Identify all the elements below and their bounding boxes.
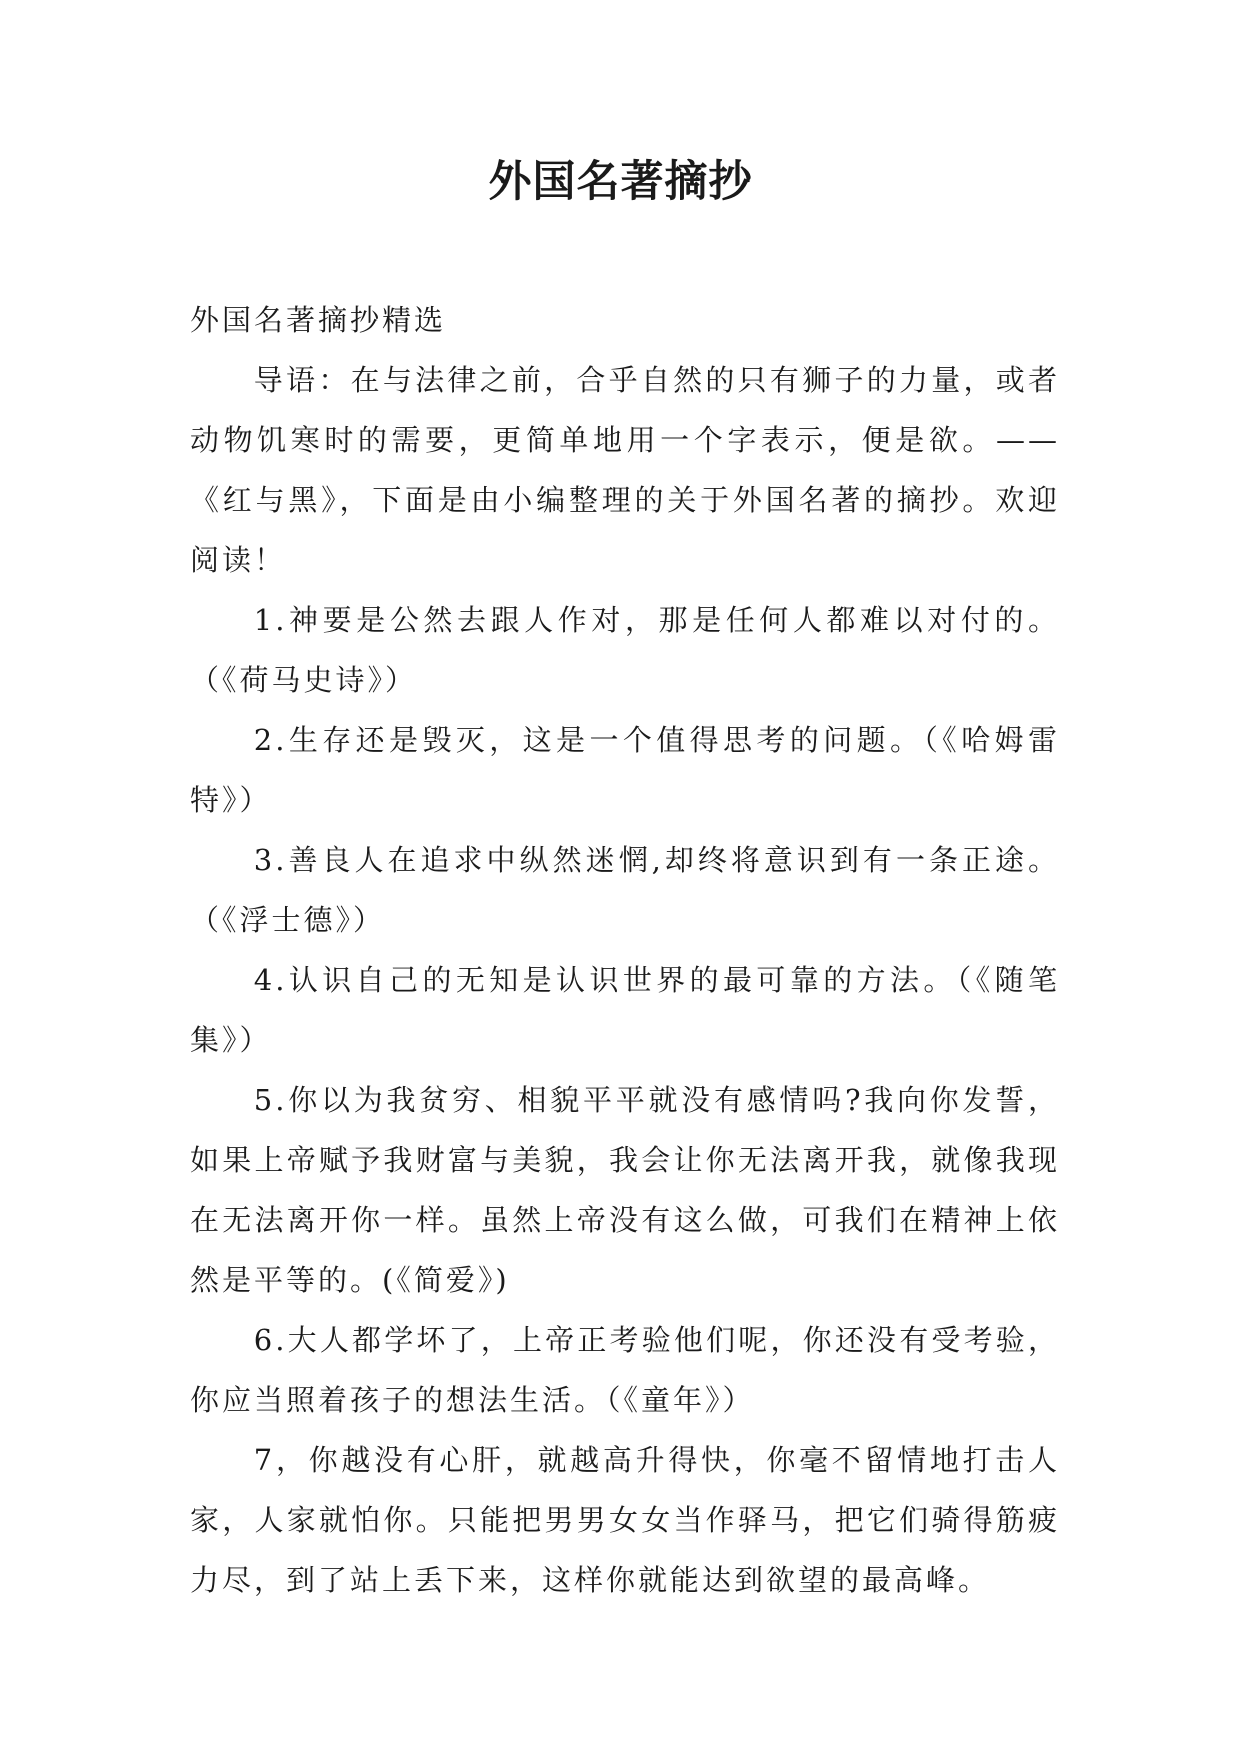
quote-paragraph: 7，你越没有心肝，就越高升得快，你毫不留情地打击人家，人家就怕你。只能把男男女女当作驿马，把它们骑得筋疲力尽，到了站上丢下来，这样你就能达到欲望的最高峰。 xyxy=(190,1443,1060,1597)
quote-paragraph: 1.神要是公然去跟人作对，那是任何人都难以对付的。（《荷马史诗》） xyxy=(190,603,1060,697)
document-subtitle: 外国名著摘抄精选 xyxy=(190,303,447,337)
document-body xyxy=(190,290,1060,1610)
document-title: 外国名著摘抄 xyxy=(488,157,753,207)
intro-paragraph: 导语：在与法律之前，合乎自然的只有狮子的力量，或者动物饥寒时的需要，更简单地用一个字表示，便是欲。——《红与黑》，下面是由小编整理的关于外国名著的摘抄。欢迎阅读！ xyxy=(190,363,1060,577)
quote-paragraph: 6.大人都学坏了，上帝正考验他们呢，你还没有受考验，你应当照着孩子的想法生活。（《童年》） xyxy=(190,1323,1060,1417)
quote-paragraph: 2.生存还是毁灭，这是一个值得思考的问题。（《哈姆雷特》） xyxy=(190,723,1060,817)
quote-paragraph: 3.善良人在追求中纵然迷惘,却终将意识到有一条正途。（《浮士德》） xyxy=(190,843,1060,937)
quote-paragraph: 4.认识自己的无知是认识世界的最可靠的方法。（《随笔集》） xyxy=(190,963,1060,1057)
quote-paragraph: 5.你以为我贫穷、相貌平平就没有感情吗?我向你发誓，如果上帝赋予我财富与美貌，我会让你无法离开我，就像我现在无法离开你一样。虽然上帝没有这么做，可我们在精神上依然是平等的。(《简爱》) xyxy=(190,1083,1060,1297)
